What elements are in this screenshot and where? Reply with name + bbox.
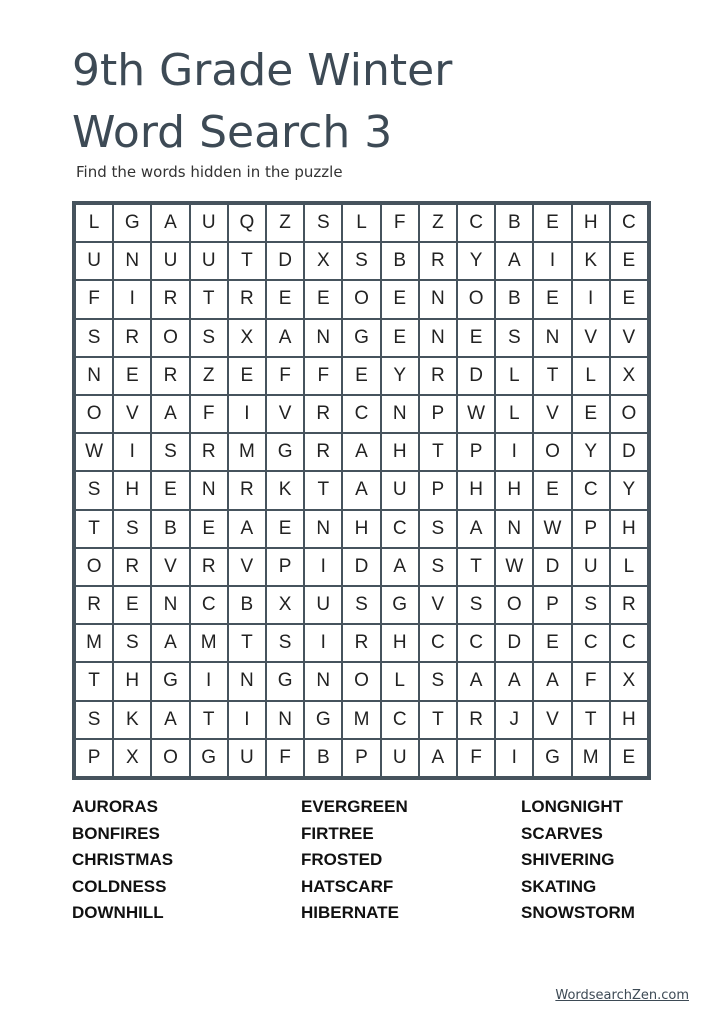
grid-cell[interactable]: R: [305, 434, 341, 470]
grid-cell[interactable]: S: [305, 205, 341, 241]
grid-cell[interactable]: S: [76, 320, 112, 356]
grid-cell[interactable]: W: [534, 511, 570, 547]
grid-cell[interactable]: E: [343, 358, 379, 394]
grid-cell[interactable]: E: [573, 396, 609, 432]
grid-cell[interactable]: G: [382, 587, 418, 623]
grid-cell[interactable]: N: [267, 702, 303, 738]
grid-cell[interactable]: M: [343, 702, 379, 738]
word-list-item: SKATING: [521, 876, 597, 896]
grid-cell[interactable]: L: [496, 358, 532, 394]
grid-cell[interactable]: E: [534, 281, 570, 317]
grid-cell[interactable]: I: [534, 243, 570, 279]
grid-cell[interactable]: H: [458, 472, 494, 508]
grid-cell[interactable]: H: [611, 702, 647, 738]
grid-cell[interactable]: C: [382, 702, 418, 738]
grid-cell[interactable]: X: [229, 320, 265, 356]
grid-cell[interactable]: G: [305, 702, 341, 738]
grid-cell[interactable]: S: [191, 320, 227, 356]
word-list-item: COLDNESS: [72, 876, 167, 896]
grid-cell[interactable]: N: [305, 663, 341, 699]
word-list-item: EVERGREEN: [301, 797, 408, 816]
grid-cell[interactable]: A: [534, 663, 570, 699]
grid-cell[interactable]: R: [611, 587, 647, 623]
word-list-item: SNOWSTORM: [521, 903, 635, 922]
word-list-item: HIBERNATE: [301, 903, 399, 922]
grid-cell[interactable]: T: [191, 281, 227, 317]
grid-cell[interactable]: U: [382, 740, 418, 776]
grid-cell[interactable]: T: [76, 511, 112, 547]
word-list-item: SCARVES: [521, 823, 603, 843]
grid-cell[interactable]: V: [267, 396, 303, 432]
grid-cell[interactable]: S: [76, 472, 112, 508]
grid-cell[interactable]: C: [573, 472, 609, 508]
grid-cell[interactable]: Z: [191, 358, 227, 394]
grid-cell[interactable]: F: [191, 396, 227, 432]
grid-cell[interactable]: N: [496, 511, 532, 547]
grid-cell[interactable]: E: [534, 205, 570, 241]
grid-cell[interactable]: U: [191, 243, 227, 279]
grid-cell[interactable]: H: [343, 511, 379, 547]
grid-cell[interactable]: S: [114, 511, 150, 547]
grid-cell[interactable]: H: [382, 625, 418, 661]
grid-cell[interactable]: O: [534, 434, 570, 470]
grid-cell[interactable]: D: [343, 549, 379, 585]
grid-cell[interactable]: P: [343, 740, 379, 776]
grid-cell[interactable]: T: [229, 243, 265, 279]
grid-cell[interactable]: K: [573, 243, 609, 279]
grid-cell[interactable]: E: [534, 625, 570, 661]
grid-cell[interactable]: F: [382, 205, 418, 241]
grid-cell[interactable]: L: [573, 358, 609, 394]
grid-cell[interactable]: O: [458, 281, 494, 317]
grid-cell[interactable]: E: [534, 472, 570, 508]
grid-cell[interactable]: P: [76, 740, 112, 776]
grid-cell[interactable]: P: [267, 549, 303, 585]
grid-cell[interactable]: W: [76, 434, 112, 470]
grid-cell[interactable]: P: [534, 587, 570, 623]
word-list-item: LONGNIGHT: [521, 797, 623, 816]
grid-cell[interactable]: G: [267, 434, 303, 470]
grid-cell[interactable]: H: [382, 434, 418, 470]
grid-cell[interactable]: O: [76, 396, 112, 432]
grid-cell[interactable]: C: [343, 396, 379, 432]
grid-cell[interactable]: E: [114, 358, 150, 394]
grid-cell[interactable]: X: [267, 587, 303, 623]
grid-cell[interactable]: A: [152, 702, 188, 738]
grid-cell[interactable]: E: [458, 320, 494, 356]
grid-cell[interactable]: Y: [458, 243, 494, 279]
grid-cell[interactable]: P: [573, 511, 609, 547]
grid-cell[interactable]: V: [152, 549, 188, 585]
grid-cell[interactable]: R: [76, 587, 112, 623]
puzzle-grid: [76, 205, 647, 776]
grid-cell[interactable]: W: [458, 396, 494, 432]
grid-cell[interactable]: A: [496, 243, 532, 279]
grid-cell[interactable]: E: [611, 281, 647, 317]
grid-cell[interactable]: A: [343, 434, 379, 470]
grid-cell[interactable]: S: [420, 511, 456, 547]
grid-cell[interactable]: A: [229, 511, 265, 547]
grid-cell[interactable]: O: [343, 663, 379, 699]
grid-cell[interactable]: B: [229, 587, 265, 623]
title-line-1: 9th Grade Winter: [72, 45, 453, 96]
grid-cell[interactable]: T: [573, 702, 609, 738]
grid-cell[interactable]: V: [420, 587, 456, 623]
word-list-item: BONFIRES: [72, 823, 160, 843]
grid-cell[interactable]: N: [382, 396, 418, 432]
grid-cell[interactable]: F: [267, 358, 303, 394]
grid-cell[interactable]: J: [496, 702, 532, 738]
grid-cell[interactable]: N: [420, 320, 456, 356]
grid-cell[interactable]: S: [152, 434, 188, 470]
grid-cell[interactable]: N: [534, 320, 570, 356]
grid-cell[interactable]: A: [343, 472, 379, 508]
grid-cell[interactable]: B: [496, 205, 532, 241]
word-list-item: FIRTREE: [301, 823, 374, 843]
word-list-item: DOWNHILL: [72, 903, 164, 922]
grid-cell[interactable]: I: [305, 549, 341, 585]
grid-cell[interactable]: Q: [229, 205, 265, 241]
grid-cell[interactable]: R: [229, 281, 265, 317]
grid-cell[interactable]: A: [152, 625, 188, 661]
grid-cell[interactable]: B: [152, 511, 188, 547]
grid-cell[interactable]: V: [114, 396, 150, 432]
grid-cell[interactable]: K: [267, 472, 303, 508]
grid-cell[interactable]: A: [152, 205, 188, 241]
grid-cell[interactable]: P: [420, 396, 456, 432]
grid-cell[interactable]: U: [152, 243, 188, 279]
grid-cell[interactable]: O: [611, 396, 647, 432]
grid-cell[interactable]: E: [382, 281, 418, 317]
grid-cell[interactable]: M: [229, 434, 265, 470]
grid-cell[interactable]: I: [496, 740, 532, 776]
word-list-item: HATSCARF: [301, 876, 394, 896]
grid-cell[interactable]: R: [420, 358, 456, 394]
grid-cell[interactable]: L: [76, 205, 112, 241]
grid-cell[interactable]: E: [382, 320, 418, 356]
grid-cell[interactable]: Z: [267, 205, 303, 241]
grid-cell[interactable]: T: [76, 663, 112, 699]
title-line-2: Word Search 3: [72, 107, 393, 158]
grid-cell[interactable]: V: [534, 396, 570, 432]
grid-cell[interactable]: N: [152, 587, 188, 623]
grid-cell[interactable]: I: [191, 663, 227, 699]
grid-cell[interactable]: L: [611, 549, 647, 585]
grid-cell[interactable]: C: [420, 625, 456, 661]
grid-cell[interactable]: D: [611, 434, 647, 470]
grid-cell[interactable]: G: [267, 663, 303, 699]
grid-cell[interactable]: R: [343, 625, 379, 661]
grid-cell[interactable]: R: [305, 396, 341, 432]
grid-cell[interactable]: N: [76, 358, 112, 394]
word-list: [72, 794, 672, 928]
grid-cell[interactable]: E: [229, 358, 265, 394]
grid-cell[interactable]: E: [267, 281, 303, 317]
word-list-item: FROSTED: [301, 850, 383, 869]
grid-cell[interactable]: E: [305, 281, 341, 317]
grid-cell[interactable]: C: [573, 625, 609, 661]
word-list-item: SHIVERING: [521, 850, 615, 869]
grid-cell[interactable]: G: [343, 320, 379, 356]
grid-cell[interactable]: P: [420, 472, 456, 508]
grid-cell[interactable]: S: [420, 663, 456, 699]
grid-cell[interactable]: C: [191, 587, 227, 623]
grid-cell[interactable]: I: [573, 281, 609, 317]
grid-cell[interactable]: N: [305, 511, 341, 547]
grid-cell[interactable]: N: [114, 243, 150, 279]
grid-cell[interactable]: S: [496, 320, 532, 356]
grid-cell[interactable]: S: [343, 243, 379, 279]
grid-cell[interactable]: P: [458, 434, 494, 470]
grid-cell[interactable]: D: [496, 625, 532, 661]
grid-cell[interactable]: O: [343, 281, 379, 317]
grid-cell[interactable]: S: [343, 587, 379, 623]
grid-cell[interactable]: S: [458, 587, 494, 623]
grid-cell[interactable]: R: [420, 243, 456, 279]
grid-cell[interactable]: A: [458, 511, 494, 547]
grid-cell[interactable]: B: [382, 243, 418, 279]
grid-cell[interactable]: I: [229, 396, 265, 432]
grid-cell[interactable]: E: [611, 740, 647, 776]
grid-cell[interactable]: S: [267, 625, 303, 661]
grid-cell[interactable]: M: [573, 740, 609, 776]
page-title: [72, 40, 452, 164]
grid-cell[interactable]: I: [229, 702, 265, 738]
grid-cell[interactable]: R: [458, 702, 494, 738]
grid-cell[interactable]: E: [611, 243, 647, 279]
grid-cell[interactable]: D: [534, 549, 570, 585]
instructions-text: Find the words hidden in the puzzle: [76, 163, 343, 181]
grid-cell[interactable]: A: [420, 740, 456, 776]
word-list-item: AURORAS: [72, 797, 158, 816]
grid-cell[interactable]: F: [573, 663, 609, 699]
grid-cell[interactable]: S: [76, 702, 112, 738]
grid-cell[interactable]: X: [611, 358, 647, 394]
grid-cell[interactable]: C: [382, 511, 418, 547]
grid-cell[interactable]: C: [458, 625, 494, 661]
grid-cell[interactable]: R: [191, 549, 227, 585]
grid-cell[interactable]: T: [420, 702, 456, 738]
grid-cell[interactable]: F: [267, 740, 303, 776]
grid-cell[interactable]: Y: [573, 434, 609, 470]
grid-cell[interactable]: U: [229, 740, 265, 776]
puzzle-grid-frame: [72, 201, 651, 780]
grid-cell[interactable]: C: [458, 205, 494, 241]
grid-cell[interactable]: E: [152, 472, 188, 508]
grid-cell[interactable]: K: [114, 702, 150, 738]
grid-cell[interactable]: G: [152, 663, 188, 699]
grid-cell[interactable]: D: [458, 358, 494, 394]
grid-cell[interactable]: C: [611, 205, 647, 241]
grid-cell[interactable]: A: [152, 396, 188, 432]
grid-cell[interactable]: H: [573, 205, 609, 241]
grid-cell[interactable]: I: [114, 281, 150, 317]
grid-cell[interactable]: E: [114, 587, 150, 623]
grid-cell[interactable]: T: [420, 434, 456, 470]
grid-cell[interactable]: A: [382, 549, 418, 585]
grid-cell[interactable]: A: [496, 663, 532, 699]
grid-cell[interactable]: V: [611, 320, 647, 356]
grid-cell[interactable]: X: [305, 243, 341, 279]
grid-cell[interactable]: G: [534, 740, 570, 776]
grid-cell[interactable]: T: [191, 702, 227, 738]
grid-cell[interactable]: R: [152, 358, 188, 394]
grid-cell[interactable]: S: [573, 587, 609, 623]
grid-cell[interactable]: O: [496, 587, 532, 623]
grid-cell[interactable]: H: [114, 472, 150, 508]
grid-cell[interactable]: R: [191, 434, 227, 470]
grid-cell[interactable]: M: [191, 625, 227, 661]
grid-cell[interactable]: Y: [611, 472, 647, 508]
word-list-item: CHRISTMAS: [72, 850, 174, 869]
grid-cell[interactable]: R: [114, 320, 150, 356]
grid-cell[interactable]: T: [458, 549, 494, 585]
grid-cell[interactable]: R: [114, 549, 150, 585]
grid-cell[interactable]: U: [382, 472, 418, 508]
grid-cell[interactable]: B: [305, 740, 341, 776]
grid-cell[interactable]: C: [611, 625, 647, 661]
site-link[interactable]: WordsearchZen.com: [555, 988, 689, 1003]
grid-cell[interactable]: I: [114, 434, 150, 470]
grid-cell[interactable]: M: [76, 625, 112, 661]
grid-cell[interactable]: U: [573, 549, 609, 585]
grid-cell[interactable]: N: [420, 281, 456, 317]
grid-cell[interactable]: O: [76, 549, 112, 585]
grid-cell[interactable]: S: [114, 625, 150, 661]
grid-cell[interactable]: E: [267, 511, 303, 547]
grid-cell[interactable]: U: [191, 205, 227, 241]
grid-cell[interactable]: T: [534, 358, 570, 394]
grid-cell[interactable]: O: [152, 320, 188, 356]
grid-cell[interactable]: T: [305, 472, 341, 508]
grid-cell[interactable]: A: [267, 320, 303, 356]
grid-cell[interactable]: X: [114, 740, 150, 776]
grid-cell[interactable]: S: [420, 549, 456, 585]
grid-cell[interactable]: B: [496, 281, 532, 317]
grid-cell[interactable]: I: [305, 625, 341, 661]
grid-cell[interactable]: U: [305, 587, 341, 623]
grid-cell[interactable]: T: [229, 625, 265, 661]
grid-cell[interactable]: R: [152, 281, 188, 317]
grid-cell[interactable]: A: [458, 663, 494, 699]
grid-cell[interactable]: W: [496, 549, 532, 585]
grid-cell[interactable]: N: [229, 663, 265, 699]
grid-cell[interactable]: E: [191, 511, 227, 547]
grid-cell[interactable]: V: [534, 702, 570, 738]
grid-cell[interactable]: L: [343, 205, 379, 241]
grid-cell[interactable]: V: [229, 549, 265, 585]
grid-cell[interactable]: R: [229, 472, 265, 508]
grid-cell[interactable]: G: [191, 740, 227, 776]
grid-cell[interactable]: D: [267, 243, 303, 279]
grid-cell[interactable]: L: [382, 663, 418, 699]
grid-cell[interactable]: N: [191, 472, 227, 508]
grid-cell[interactable]: F: [458, 740, 494, 776]
grid-cell[interactable]: H: [496, 472, 532, 508]
grid-cell[interactable]: Z: [420, 205, 456, 241]
grid-cell[interactable]: F: [305, 358, 341, 394]
grid-cell[interactable]: O: [152, 740, 188, 776]
grid-cell[interactable]: I: [496, 434, 532, 470]
grid-cell[interactable]: G: [114, 205, 150, 241]
grid-cell[interactable]: N: [305, 320, 341, 356]
grid-cell[interactable]: H: [114, 663, 150, 699]
grid-cell[interactable]: U: [76, 243, 112, 279]
grid-cell[interactable]: F: [76, 281, 112, 317]
grid-cell[interactable]: H: [611, 511, 647, 547]
grid-cell[interactable]: V: [573, 320, 609, 356]
grid-cell[interactable]: X: [611, 663, 647, 699]
grid-cell[interactable]: Y: [382, 358, 418, 394]
grid-cell[interactable]: L: [496, 396, 532, 432]
